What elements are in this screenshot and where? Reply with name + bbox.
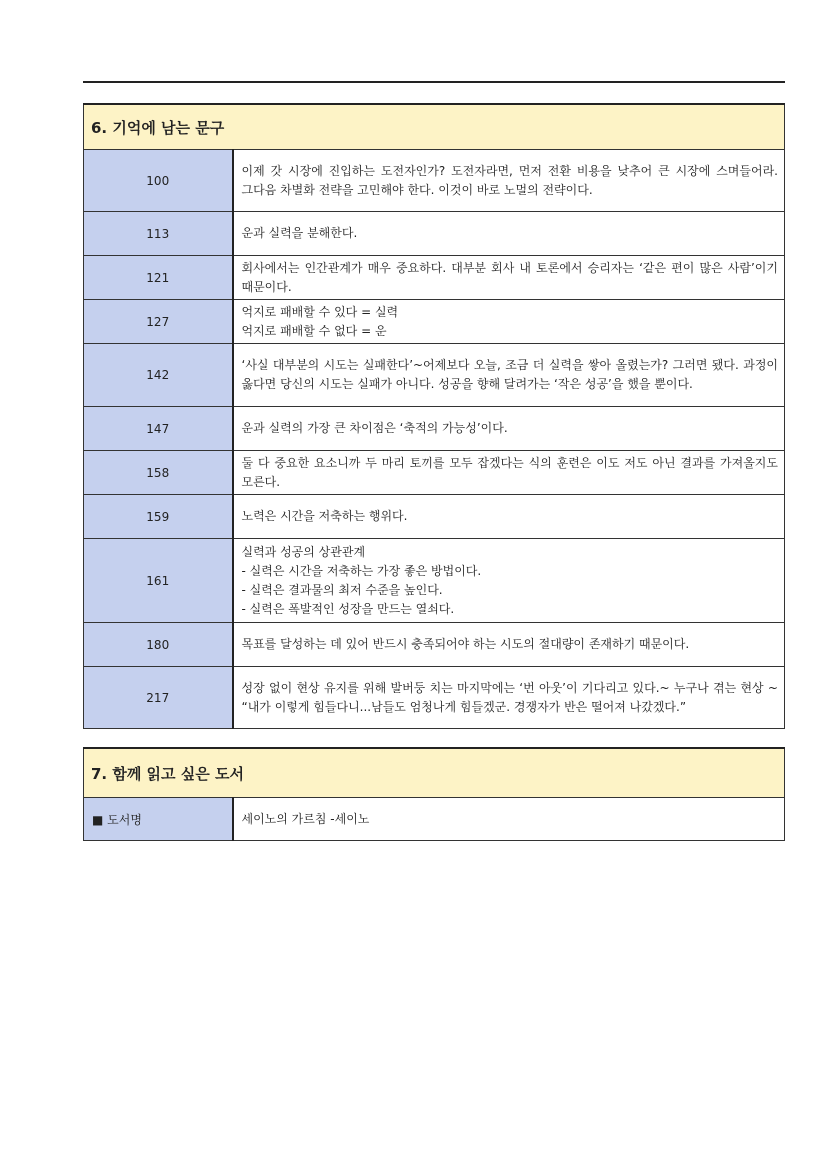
table-row xyxy=(84,344,785,407)
page-number: 159 xyxy=(84,495,233,539)
quote-text: 성장 없이 현상 유지를 위해 발버둥 치는 마지막에는 ‘번 아웃’이 기다리고 있다.~ 누구나 겪는 현상 ~ “내가 이렇게 힘들다니...남들도 엄청나게 힘들겠군. 경쟁자가 반은 떨어져 나갔겠다.” xyxy=(233,667,785,729)
page-number: 113 xyxy=(84,212,233,256)
table-row xyxy=(84,667,785,729)
table-row xyxy=(84,495,785,539)
table-row xyxy=(84,407,785,451)
section-header xyxy=(84,748,785,798)
section-title: 7. 함께 읽고 싶은 도서 xyxy=(84,748,785,798)
page-number: 161 xyxy=(84,539,233,623)
table-row xyxy=(84,798,785,841)
table-row xyxy=(84,150,785,212)
page-number: 121 xyxy=(84,256,233,300)
book-title-label: ■ 도서명 xyxy=(84,798,233,841)
page-number: 142 xyxy=(84,344,233,407)
table-row xyxy=(84,451,785,495)
page-number: 127 xyxy=(84,300,233,344)
table-row xyxy=(84,212,785,256)
book-title-value: 세이노의 가르침 -세이노 xyxy=(233,798,785,841)
quote-text: 노력은 시간을 저축하는 행위다. xyxy=(233,495,785,539)
recommended-books-table xyxy=(83,747,785,841)
table-row xyxy=(84,256,785,300)
page-number: 217 xyxy=(84,667,233,729)
page-number: 147 xyxy=(84,407,233,451)
top-rule xyxy=(83,81,785,83)
page-number: 100 xyxy=(84,150,233,212)
table-row xyxy=(84,623,785,667)
table-row xyxy=(84,300,785,344)
quote-text: ‘사실 대부분의 시도는 실패한다’~어제보다 오늘, 조금 더 실력을 쌓아 올렸는가? 그러면 됐다. 과정이 옳다면 당신의 시도는 실패가 아니다. 성공을 향해 달려가는 ‘작은 성공’을 했을 뿐이다. xyxy=(233,344,785,407)
page-number: 158 xyxy=(84,451,233,495)
quote-text: 이제 갓 시장에 진입하는 도전자인가? 도전자라면, 먼저 전환 비용을 낮추어 큰 시장에 스며들어라. 그다음 차별화 전략을 고민해야 한다. 이것이 바로 노멀의 전략이다. xyxy=(233,150,785,212)
quote-text: 운과 실력의 가장 큰 차이점은 ‘축적의 가능성’이다. xyxy=(233,407,785,451)
quote-text: 둘 다 중요한 요소니까 두 마리 토끼를 모두 잡겠다는 식의 훈련은 이도 저도 아닌 결과를 가져올지도 모른다. xyxy=(233,451,785,495)
table-row xyxy=(84,539,785,623)
memorable-quotes-table xyxy=(83,103,785,729)
quote-text: 실력과 성공의 상관관계 - 실력은 시간을 저축하는 가장 좋은 방법이다. - 실력은 결과물의 최저 수준을 높인다. - 실력은 폭발적인 성장을 만드는 열쇠다. xyxy=(233,539,785,623)
quote-text: 억지로 패배할 수 있다 = 실력 억지로 패배할 수 없다 = 운 xyxy=(233,300,785,344)
quote-text: 회사에서는 인간관계가 매우 중요하다. 대부분 회사 내 토론에서 승리자는 ‘같은 편이 많은 사람’이기 때문이다. xyxy=(233,256,785,300)
page-number: 180 xyxy=(84,623,233,667)
quote-text: 운과 실력을 분해한다. xyxy=(233,212,785,256)
quote-text: 목표를 달성하는 데 있어 반드시 충족되어야 하는 시도의 절대량이 존재하기 때문이다. xyxy=(233,623,785,667)
section-header xyxy=(84,104,785,150)
section-title: 6. 기억에 남는 문구 xyxy=(84,104,785,150)
